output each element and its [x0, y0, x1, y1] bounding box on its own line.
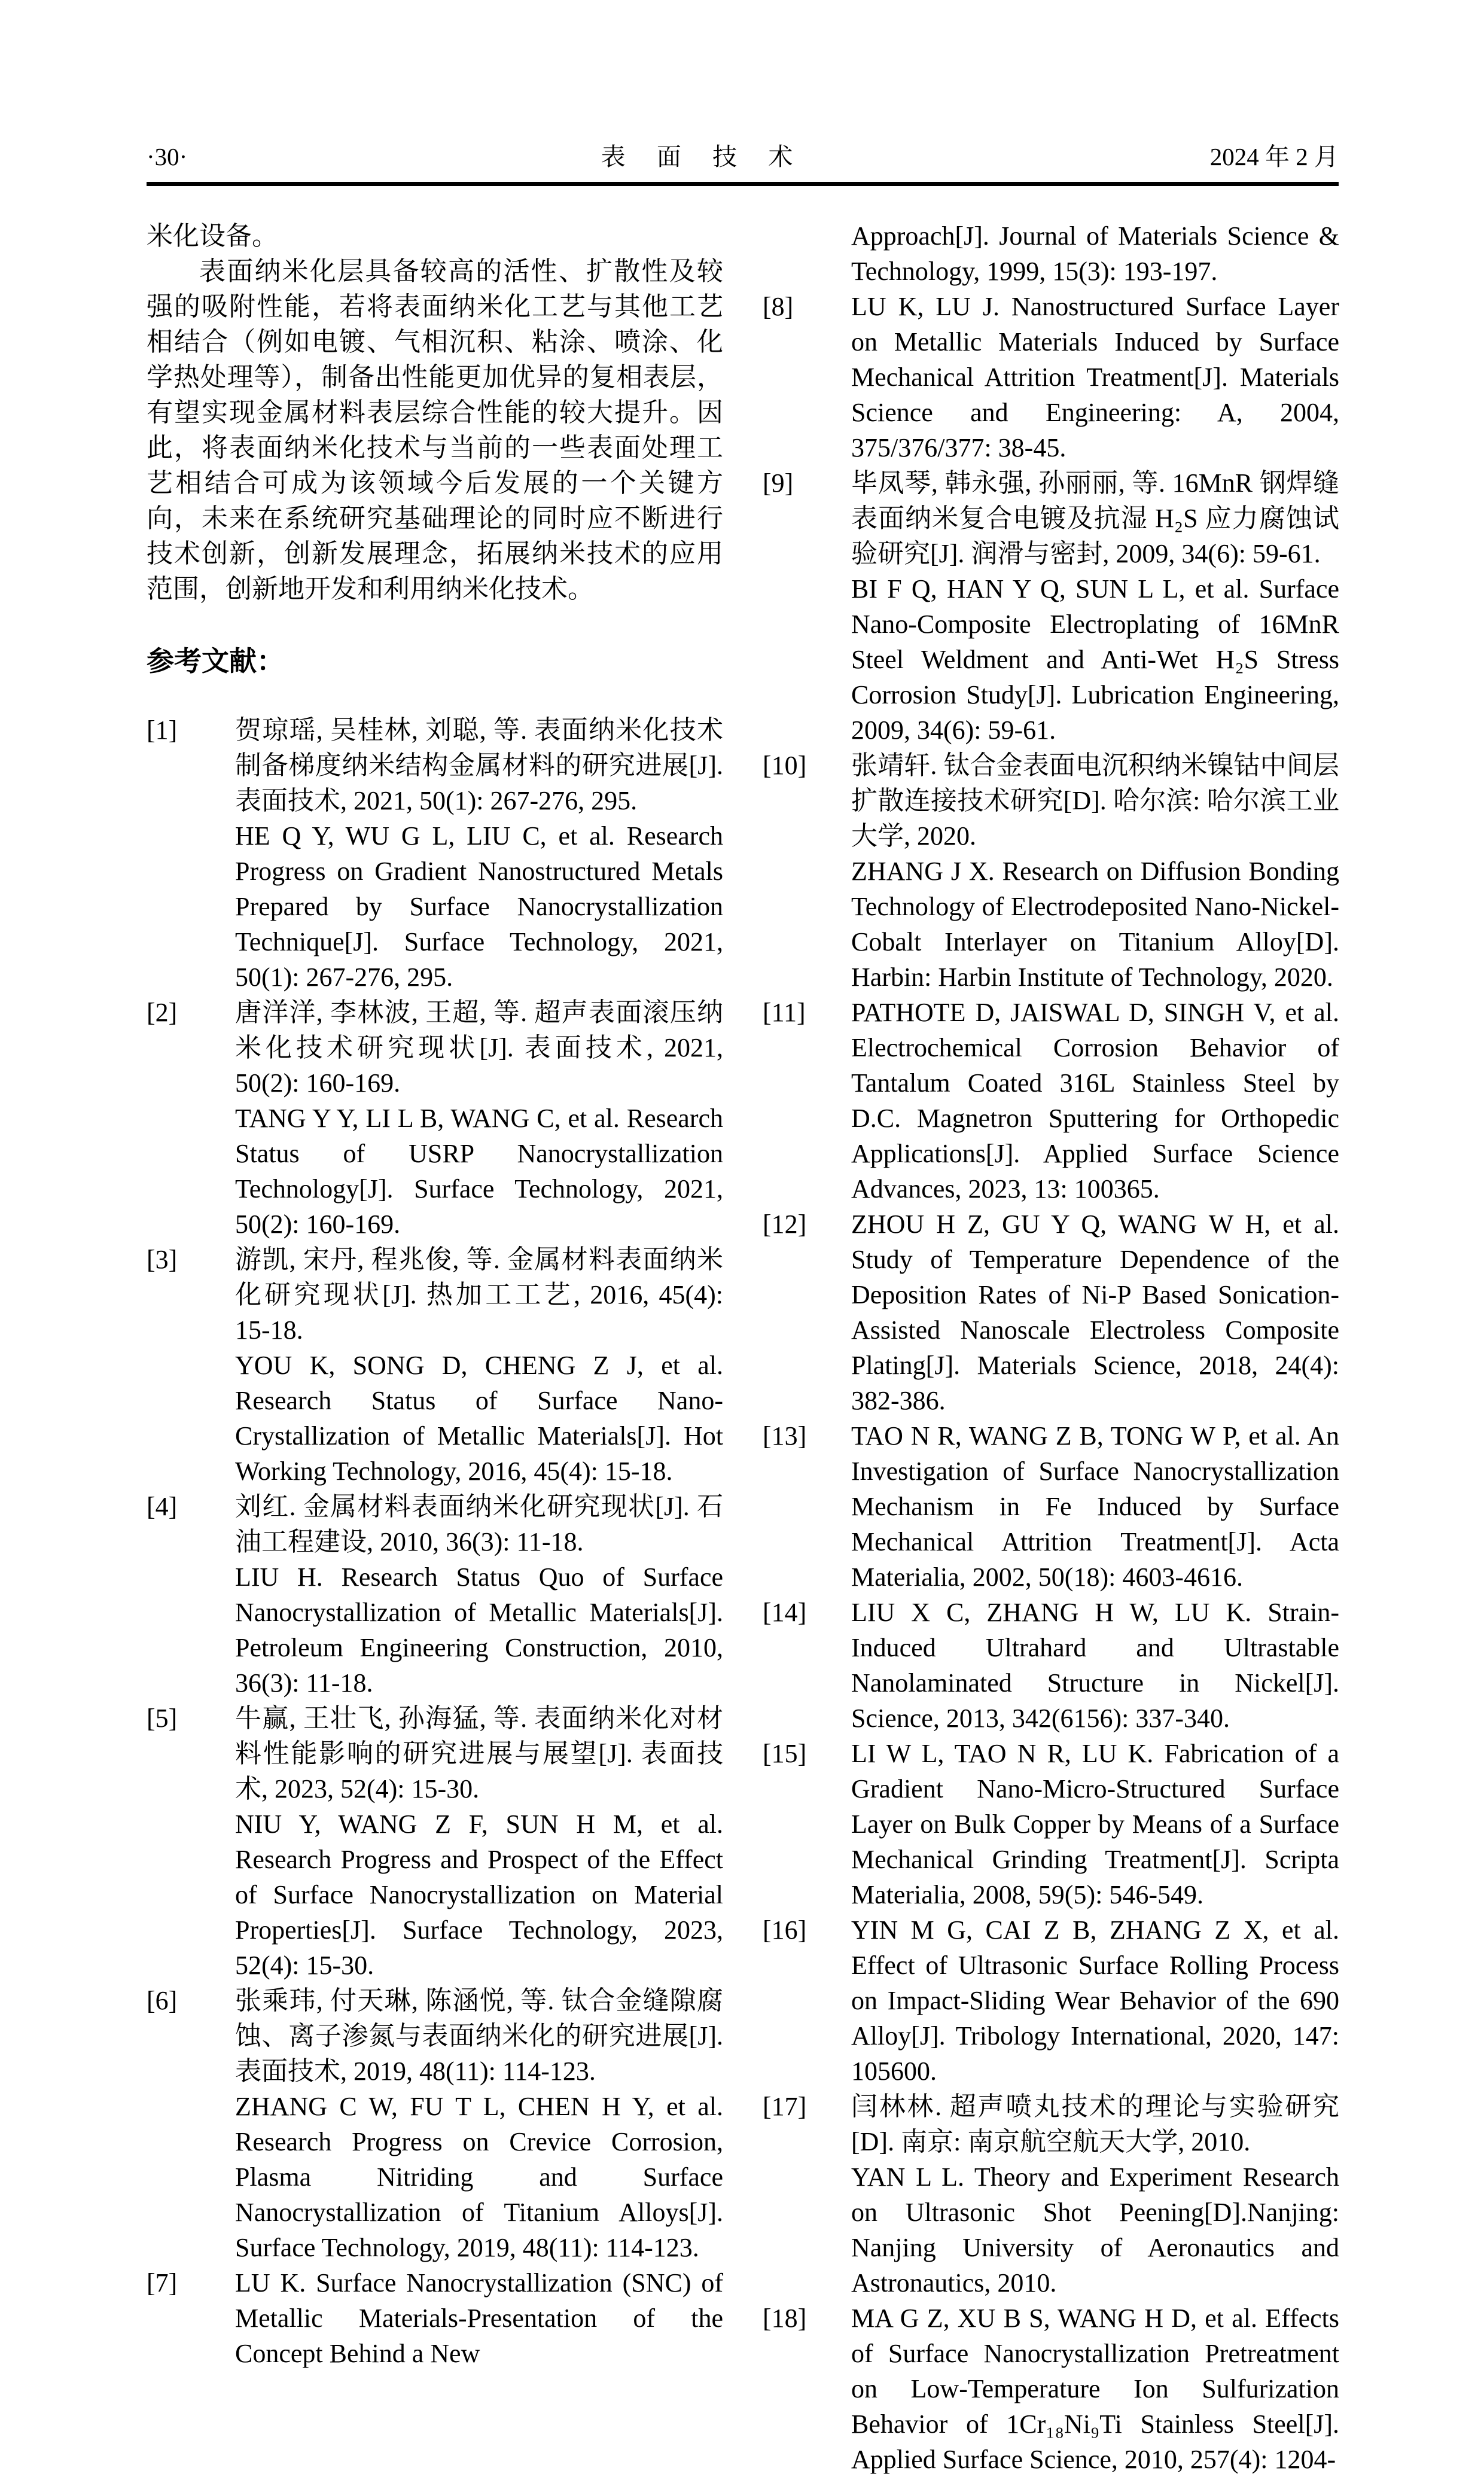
reference-body — [851, 1206, 1339, 1418]
reference-body — [851, 2089, 1339, 2301]
paragraph-continuation: 米化设备。 — [147, 221, 278, 251]
reference-citation: LU K. Surface Nanocrystallization (SNC) of Metallic Materials-Presentation of the Concept Behind a New — [235, 2268, 723, 2368]
reference-item-2 — [147, 995, 723, 1242]
reference-number: [8] — [763, 292, 794, 321]
reference-item-17 — [763, 2089, 1339, 2301]
reference-number — [763, 218, 851, 289]
reference-number: [14] — [763, 1598, 807, 1627]
reference-citation: LU K, LU J. Nanostructured Surface Layer on Metallic Materials Induced by Surface Mechanical Attrition Treatment[J]. Materials Science and Engineering: A, 2004, 375/376/377: 38-45. — [851, 292, 1339, 462]
page-header — [147, 142, 1339, 171]
reference-body — [851, 289, 1339, 465]
reference-item-5 — [147, 1701, 723, 1983]
reference-number: [13] — [763, 1421, 807, 1451]
reference-body — [235, 1701, 723, 1983]
reference-body — [851, 2301, 1339, 2477]
reference-item-7 — [147, 2265, 723, 2371]
reference-number: [16] — [763, 1915, 807, 1945]
reference-citation: 闫林林. 超声喷丸技术的理论与实验研究[D]. 南京: 南京航空航天大学, 2010. — [851, 2092, 1339, 2156]
left-column — [147, 218, 723, 2477]
reference-number: [11] — [763, 998, 806, 1027]
reference-item-6 — [147, 1983, 723, 2265]
reference-number: [5] — [147, 1704, 178, 1733]
page-number: ·30· — [147, 143, 188, 170]
reference-translation: HE Q Y, WU G L, LIU C, et al. Research Progress on Gradient Nanostructured Metals Prepared by Surface Nanocrystallization Technique[J]. Surface Technology, 2021, 50(1): 267-276, 295. — [235, 821, 723, 992]
reference-number: [9] — [763, 468, 794, 498]
reference-translation: ZHANG J X. Research on Diffusion Bonding Technology of Electrodeposited Nano-Nickel-Cobalt Interlayer on Titanium Alloy[D]. Harbin: Harbin Institute of Technology, 2020. — [851, 857, 1339, 992]
reference-body — [851, 1912, 1339, 2089]
reference-body — [235, 712, 723, 995]
reference-item-11 — [763, 995, 1339, 1206]
reference-item-1 — [147, 712, 723, 995]
reference-citation: 张乘玮, 付天琳, 陈涵悦, 等. 钛合金缝隙腐蚀、离子渗氮与表面纳米化的研究进展[J]. 表面技术, 2019, 48(11): 114-123. — [235, 1986, 723, 2086]
reference-number: [15] — [763, 1739, 807, 1768]
reference-number: [10] — [763, 751, 807, 780]
reference-body — [851, 748, 1339, 995]
reference-item-15 — [763, 1736, 1339, 1912]
reference-item-14 — [763, 1595, 1339, 1736]
reference-item-3 — [147, 1242, 723, 1489]
two-column-body — [147, 218, 1339, 2477]
reference-body — [851, 1736, 1339, 1912]
header-rule — [147, 182, 1339, 186]
reference-item-4 — [147, 1489, 723, 1701]
reference-item-16 — [763, 1912, 1339, 2089]
reference-translation: YAN L L. Theory and Experiment Research on Ultrasonic Shot Peening[D].Nanjing: Nanjing University of Aeronautics and Astronautics, 2010. — [851, 2162, 1339, 2298]
reference-item-7-continuation — [763, 218, 1339, 289]
reference-citation: TAO N R, WANG Z B, TONG W P, et al. An Investigation of Surface Nanocrystallization Mechanism in Fe Induced by Surface Mechanical Attrition Treatment[J]. Acta Materialia, 2002, 50(18): 4603-4616. — [851, 1421, 1339, 1592]
reference-body — [851, 1418, 1339, 1595]
reference-number: [6] — [147, 1986, 178, 2015]
reference-citation: 张靖轩. 钛合金表面电沉积纳米镍钴中间层扩散连接技术研究[D]. 哈尔滨: 哈尔滨工业大学, 2020. — [851, 751, 1339, 851]
reference-number: [2] — [147, 998, 178, 1027]
reference-citation: 唐洋洋, 李林波, 王超, 等. 超声表面滚压纳米化技术研究现状[J]. 表面技术, 2021, 50(2): 160-169. — [235, 998, 723, 1098]
reference-citation: YIN M G, CAI Z B, ZHANG Z X, et al. Effect of Ultrasonic Surface Rolling Process on Impact-Sliding Wear Behavior of the 690 Alloy[J]. Tribology International, 2020, 147: 105600. — [851, 1915, 1339, 2086]
intro-paragraph: 表面纳米化层具备较高的活性、扩散性及较强的吸附性能，若将表面纳米化工艺与其他工艺相结合（例如电镀、气相沉积、粘涂、喷涂、化学热处理等），制备出性能更加优异的复相表层，有望实现金属材料表层综合性能的较大提升。因此，将表面纳米化技术与当前的一些表面处理工艺相结合可成为该领域今后发展的一个关键方向，未来在系统研究基础理论的同时应不断进行技术创新，创新发展理念，拓展纳米技术的应用范围，创新地开发和利用纳米化技术。 — [147, 257, 723, 604]
reference-number: [4] — [147, 1492, 178, 1521]
reference-body — [235, 1489, 723, 1701]
reference-item-9 — [763, 465, 1339, 748]
reference-item-12 — [763, 1206, 1339, 1418]
reference-citation: MA G Z, XU B S, WANG H D, et al. Effects of Surface Nanocrystallization Pretreatment on Low-Temperature Ion Sulfurization Behavior of 1Cr₁₈Ni₉Ti Stainless Steel[J]. Applied Surface Science, 2010, 257(4): 1204- — [851, 2304, 1339, 2474]
reference-translation: YOU K, SONG D, CHENG Z J, et al. Research Status of Surface Nano-Crystallization of Metallic Materials[J]. Hot Working Technology, 2016, 45(4): 15-18. — [235, 1351, 723, 1486]
reference-translation: LIU H. Research Status Quo of Surface Nanocrystallization of Metallic Materials[J]. Petroleum Engineering Construction, 2010, 36(3): 11-18. — [235, 1562, 723, 1698]
reference-body — [851, 218, 1339, 289]
reference-body — [851, 995, 1339, 1206]
right-column — [763, 218, 1339, 2477]
reference-citation: 牛赢, 王壮飞, 孙海猛, 等. 表面纳米化对材料性能影响的研究进展与展望[J]. 表面技术, 2023, 52(4): 15-30. — [235, 1704, 723, 1803]
reference-body — [851, 1595, 1339, 1736]
reference-body — [851, 465, 1339, 748]
reference-item-18 — [763, 2301, 1339, 2477]
reference-number: [17] — [763, 2092, 807, 2121]
reference-translation: BI F Q, HAN Y Q, SUN L L, et al. Surface Nano-Composite Electroplating of 16MnR Steel Weldment and Anti-Wet H₂S Stress Corrosion Study[J]. Lubrication Engineering, 2009, 34(6): 59-61. — [851, 574, 1339, 745]
journal-title: 表 面 技 术 — [601, 143, 797, 170]
reference-body — [235, 1983, 723, 2265]
reference-citation: ZHOU H Z, GU Y Q, WANG W H, et al. Study of Temperature Dependence of the Deposition Rates of Ni-P Based Sonication-Assisted Nanoscale Electroless Composite Plating[J]. Materials Science, 2018, 24(4): 382-386. — [851, 1209, 1339, 1415]
references-heading: 参考文献： — [147, 645, 284, 677]
reference-citation: 贺琼瑶, 吴桂林, 刘聪, 等. 表面纳米化技术制备梯度纳米结构金属材料的研究进展[J]. 表面技术, 2021, 50(1): 267-276, 295. — [235, 715, 723, 815]
reference-item-8 — [763, 289, 1339, 465]
reference-citation: LI W L, TAO N R, LU K. Fabrication of a Gradient Nano-Micro-Structured Surface Layer on Bulk Copper by Means of a Surface Mechanical Grinding Treatment[J]. Scripta Materialia, 2008, 59(5): 546-549. — [851, 1739, 1339, 1909]
issue-date: 2024 年 2 月 — [1209, 143, 1339, 170]
reference-number: [12] — [763, 1209, 807, 1239]
reference-item-10 — [763, 748, 1339, 995]
reference-citation: 刘红. 金属材料表面纳米化研究现状[J]. 石油工程建设, 2010, 36(3): 11-18. — [235, 1492, 723, 1556]
reference-number: [1] — [147, 715, 178, 745]
reference-citation: LIU X C, ZHANG H W, LU K. Strain-Induced Ultrahard and Ultrastable Nanolaminated Structure in Nickel[J]. Science, 2013, 342(6156): 337-340. — [851, 1598, 1339, 1733]
reference-translation: TANG Y Y, LI L B, WANG C, et al. Research Status of USRP Nanocrystallization Technology[J]. Surface Technology, 2021, 50(2): 160-169. — [235, 1104, 723, 1239]
reference-translation: NIU Y, WANG Z F, SUN H M, et al. Research Progress and Prospect of the Effect of Surface Nanocrystallization on Material Properties[J]. Surface Technology, 2023, 52(4): 15-30. — [235, 1809, 723, 1980]
reference-item-13 — [763, 1418, 1339, 1595]
reference-translation: ZHANG C W, FU T L, CHEN H Y, et al. Research Progress on Crevice Corrosion, Plasma Nitriding and Surface Nanocrystallization of Titanium Alloys[J]. Surface Technology, 2019, 48(11): 114-123. — [235, 2092, 723, 2262]
reference-citation: 游凯, 宋丹, 程兆俊, 等. 金属材料表面纳米化研究现状[J]. 热加工工艺, 2016, 45(4): 15-18. — [235, 1245, 723, 1345]
reference-number: [3] — [147, 1245, 178, 1274]
reference-body — [235, 1242, 723, 1489]
reference-citation: PATHOTE D, JAISWAL D, SINGH V, et al. Electrochemical Corrosion Behavior of Tantalum Coated 316L Stainless Steel by D.C. Magnetron Sputtering for Orthopedic Applications[J]. Applied Surface Science Advances, 2023, 13: 100365. — [851, 998, 1339, 1204]
reference-citation: Approach[J]. Journal of Materials Science & Technology, 1999, 15(3): 193-197. — [851, 221, 1339, 286]
reference-citation: 毕凤琴, 韩永强, 孙丽丽, 等. 16MnR 钢焊缝表面纳米复合电镀及抗湿 H₂S 应力腐蚀试验研究[J]. 润滑与密封, 2009, 34(6): 59-61. — [851, 468, 1339, 568]
reference-number: [18] — [763, 2304, 807, 2333]
reference-body — [235, 995, 723, 1242]
reference-number: [7] — [147, 2268, 178, 2298]
reference-body — [235, 2265, 723, 2371]
